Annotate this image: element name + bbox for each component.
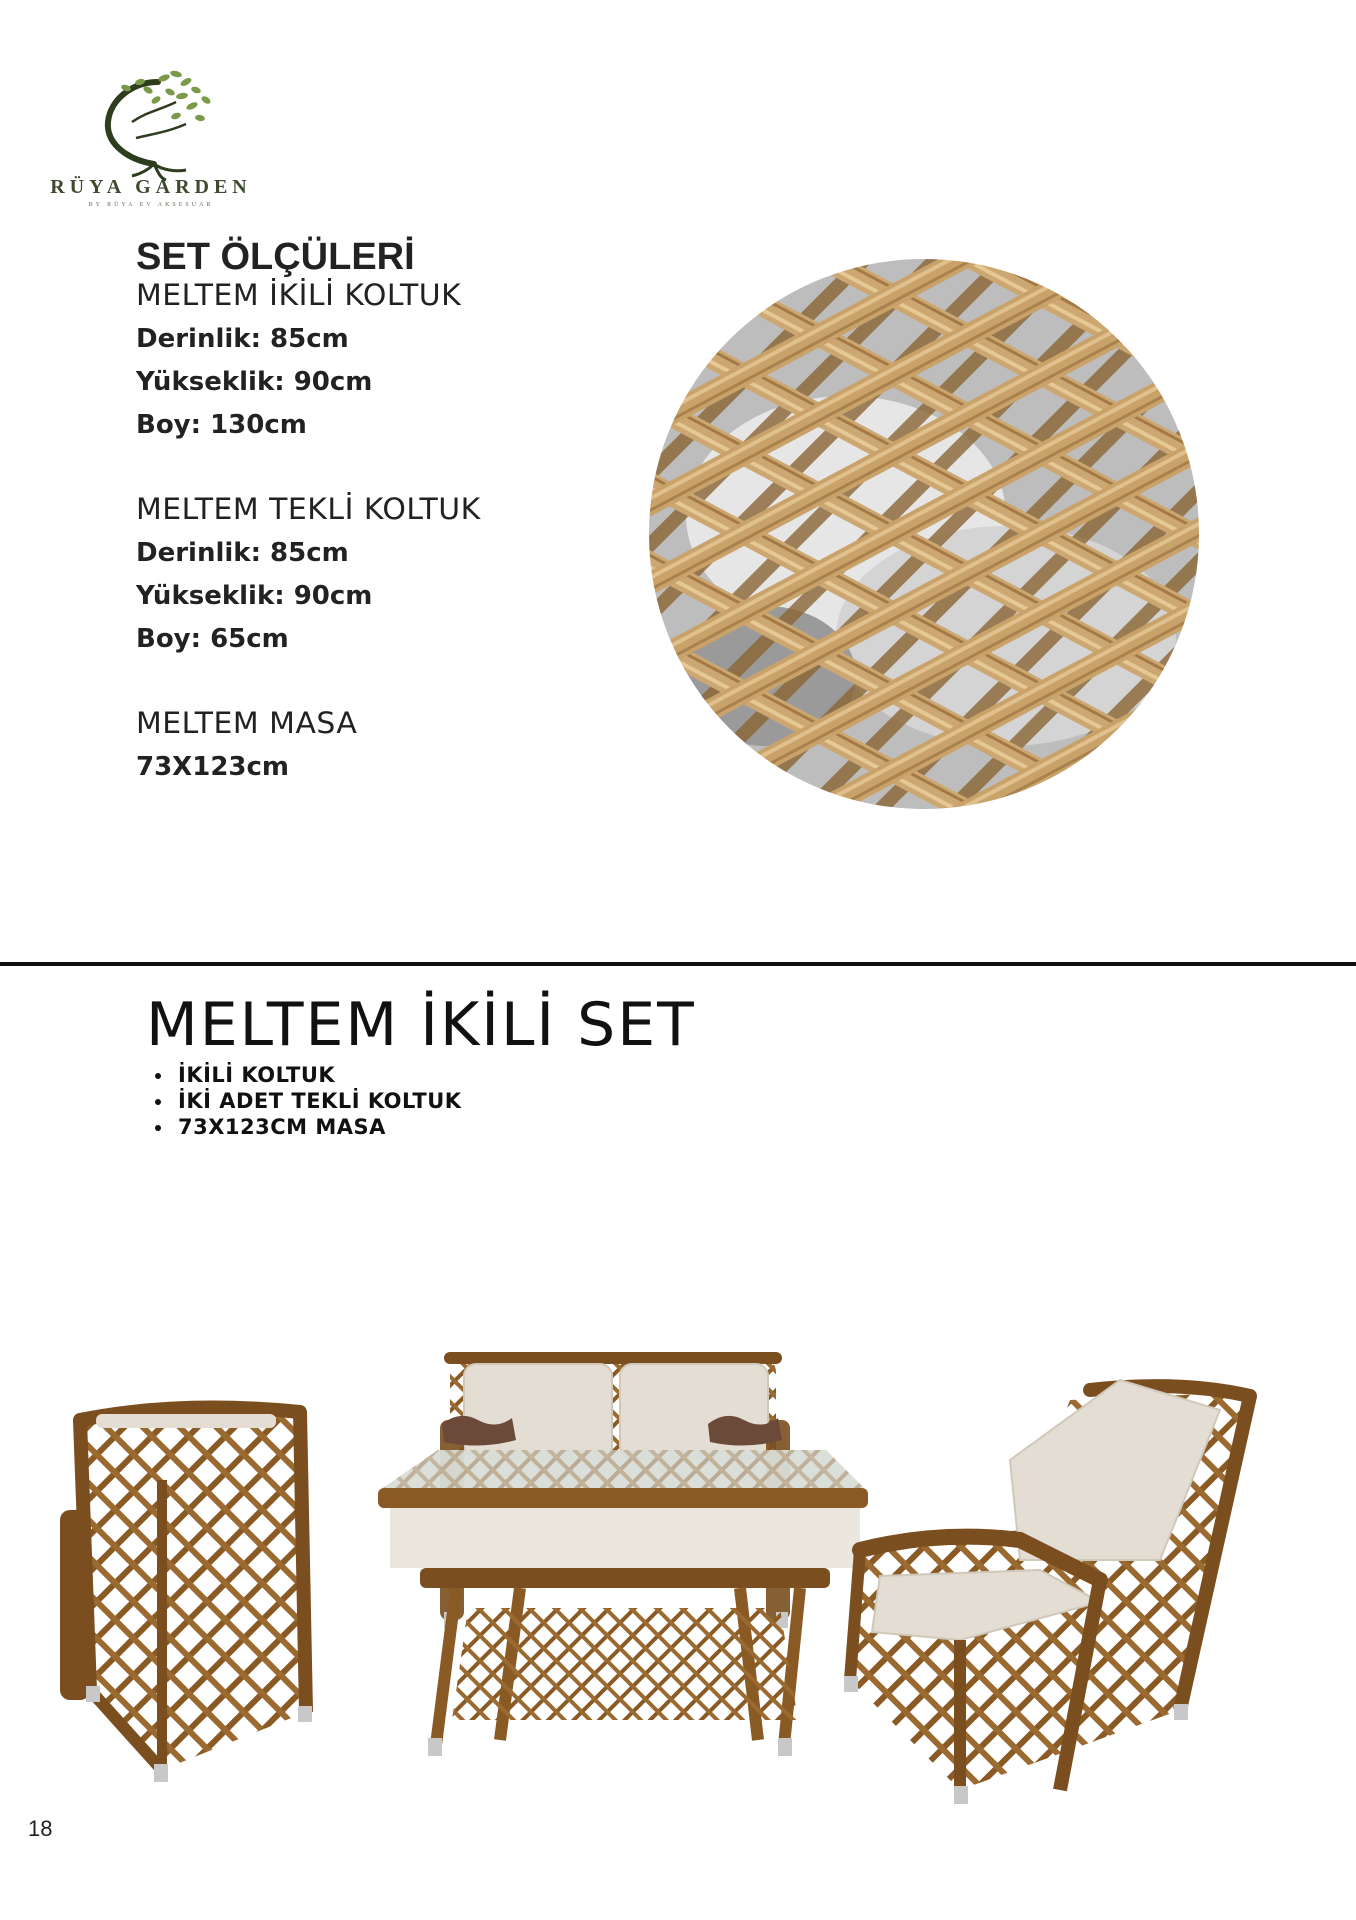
- spec-group-title: MELTEM İKİLİ KOLTUK: [136, 278, 462, 312]
- right-armchair-shape: [844, 1380, 1254, 1804]
- set-items-list: [146, 1062, 462, 1140]
- spec-group-title: MELTEM TEKLİ KOLTUK: [136, 492, 481, 526]
- rattan-weave-closeup-image: [646, 256, 1202, 812]
- set-item: • İKİ ADET TEKLİ KOLTUK: [174, 1088, 462, 1114]
- brand-name: RÜYA GARDEN: [50, 176, 252, 198]
- spec-line: Boy: 65cm: [136, 624, 289, 654]
- spec-line: Derinlik: 85cm: [136, 538, 349, 568]
- spec-line: Derinlik: 85cm: [136, 324, 349, 354]
- furniture-set-image: [60, 1340, 1280, 1810]
- spec-group-title: MELTEM MASA: [136, 706, 358, 740]
- left-armchair-shape: [60, 1408, 312, 1783]
- page-number: 18: [28, 1816, 53, 1841]
- section-divider: [0, 962, 1356, 966]
- set-item: • İKİLİ KOLTUK: [174, 1062, 462, 1088]
- spec-line: Boy: 130cm: [136, 410, 307, 440]
- spec-line: 73X123cm: [136, 752, 290, 782]
- table-shape: [378, 1450, 868, 1756]
- specs-title: SET ÖLÇÜLERİ: [136, 236, 415, 278]
- set-title: MELTEM İKİLİ SET: [146, 990, 696, 1060]
- brand-tagline: BY RÜYA EV AKSESUAR: [88, 202, 214, 208]
- set-item: • 73X123CM MASA: [174, 1114, 462, 1140]
- spec-line: Yükseklik: 90cm: [136, 581, 373, 611]
- spec-line: Yükseklik: 90cm: [136, 367, 373, 397]
